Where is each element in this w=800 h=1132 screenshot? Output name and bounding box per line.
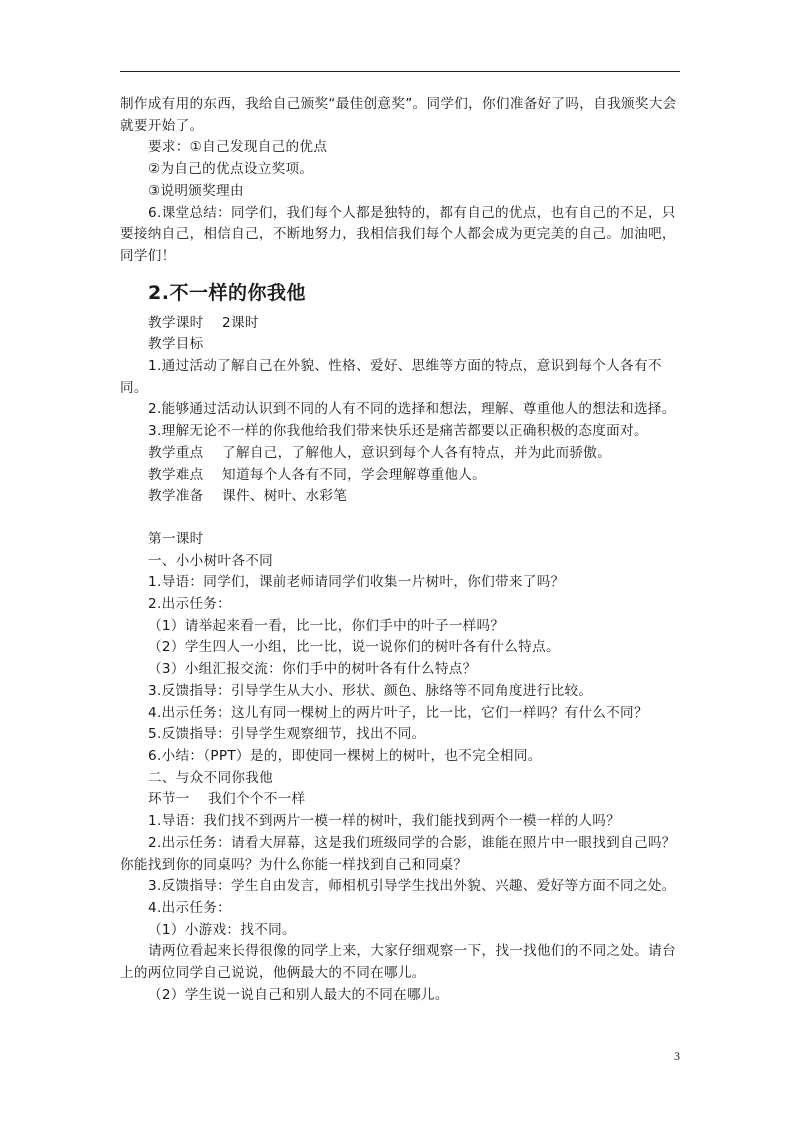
requirement-2: ②为自己的优点设立奖项。 (148, 161, 314, 178)
s2-item-4b: （2）学生说一说自己和别人最大的不同在哪儿。 (148, 986, 449, 1003)
s1-item-5: 5.反馈指导：引导学生观察细节，找出不同。 (148, 726, 426, 743)
lesson-summary: 6.课堂总结：同学们，我们每个人都是独特的，都有自己的优点，也有自己的不足，只要接纳自己，相信自己，不断地努力，我相信我们每个人都会成为更完美的自己。加油吧，同学们！ (120, 204, 676, 264)
s1-item-2a: （1）请举起来看一看，比一比，你们手中的叶子一样吗？ (148, 617, 505, 634)
page-number: 3 (674, 1049, 680, 1063)
difficulties: 教学难点 知道每个人各有不同，学会理解尊重他人。 (148, 466, 487, 483)
s1-item-4: 4.出示任务：这儿有同一棵树上的两片叶子，比一比，它们一样吗？有什么不同？ (148, 704, 648, 721)
goal-3: 3.理解无论不一样的你我他给我们带来快乐还是痛苦都要以正确积极的态度面对。 (148, 423, 648, 440)
spacer (120, 508, 680, 529)
teaching-hours: 教学课时 2课时 (148, 314, 259, 331)
s1-item-6: 6.小结：（PPT）是的，即使同一棵树上的树叶，也不完全相同。 (148, 747, 542, 764)
requirement-3: ③说明颁奖理由 (148, 182, 244, 199)
s1-item-2c: （3）小组汇报交流：你们手中的树叶各有什么特点？ (148, 661, 477, 678)
goal-1: 1.通过活动了解自己在外貌、性格、爱好、思维等方面的特点，意识到每个人各有不同。 (120, 358, 662, 396)
s2-item-4: 4.出示任务： (148, 899, 232, 916)
goal-2: 2.能够通过活动认识到不同的人有不同的选择和想法，理解、尊重他人的想法和选择。 (148, 401, 676, 418)
link-1-heading: 环节一 我们个个不一样 (148, 791, 306, 808)
s2-item-4a-text: 请两位看起来长得很像的同学上来，大家仔细观察一下，找一找他们的不同之处。请台上的两位同学自己说说，他俩最大的不同在哪儿。 (120, 943, 676, 982)
page-content (120, 94, 680, 1006)
s2-item-3: 3.反馈指导：学生自由发言，师相机引导学生找出外貌、兴趣、爱好等方面不同之处。 (148, 878, 676, 895)
key-points: 教学重点 了解自己，了解他人，意识到每个人各有特点，并为此而骄傲。 (148, 444, 612, 461)
header-rule (120, 71, 680, 72)
s1-item-1: 1.导语：同学们，课前老师请同学们收集一片树叶，你们带来了吗？ (148, 574, 565, 591)
section-1-heading: 一、小小树叶各不同 (148, 552, 274, 569)
s2-item-2: 2.出示任务：请看大屏幕，这是我们班级同学的合影，谁能在照片中一眼找到自己吗？你能找到你的同桌吗？为什么你能一样找到自己和同桌？ (120, 834, 676, 873)
section-2-heading: 二、与众不同你我他 (148, 769, 274, 786)
s1-item-2: 2.出示任务： (148, 596, 232, 613)
requirements-label: 要求：①自己发现自己的优点 (148, 139, 328, 156)
intro-paragraph: 制作成有用的东西，我给自己颁奖“最佳创意奖”。同学们，你们准备好了吗，自我颁奖大会就要开始了。 (120, 96, 677, 134)
lesson-title: 第一课时 (148, 530, 204, 547)
s2-item-1: 1.导语：我们找不到两片一模一样的树叶，我们能找到两个一模一样的人吗？ (148, 813, 621, 830)
goals-title: 教学目标 (148, 336, 204, 353)
s1-item-3: 3.反馈指导：引导学生从大小、形状、颜色、脉络等不同角度进行比较。 (148, 682, 593, 699)
s2-item-4a: （1）小游戏：找不同。 (148, 921, 296, 938)
s1-item-2b: （2）学生四人一小组，比一比，说一说你们的树叶各有什么特点。 (148, 639, 560, 656)
preparation: 教学准备 课件、树叶、水彩笔 (148, 488, 348, 505)
chapter-title: 2.不一样的你我他 (148, 281, 306, 304)
